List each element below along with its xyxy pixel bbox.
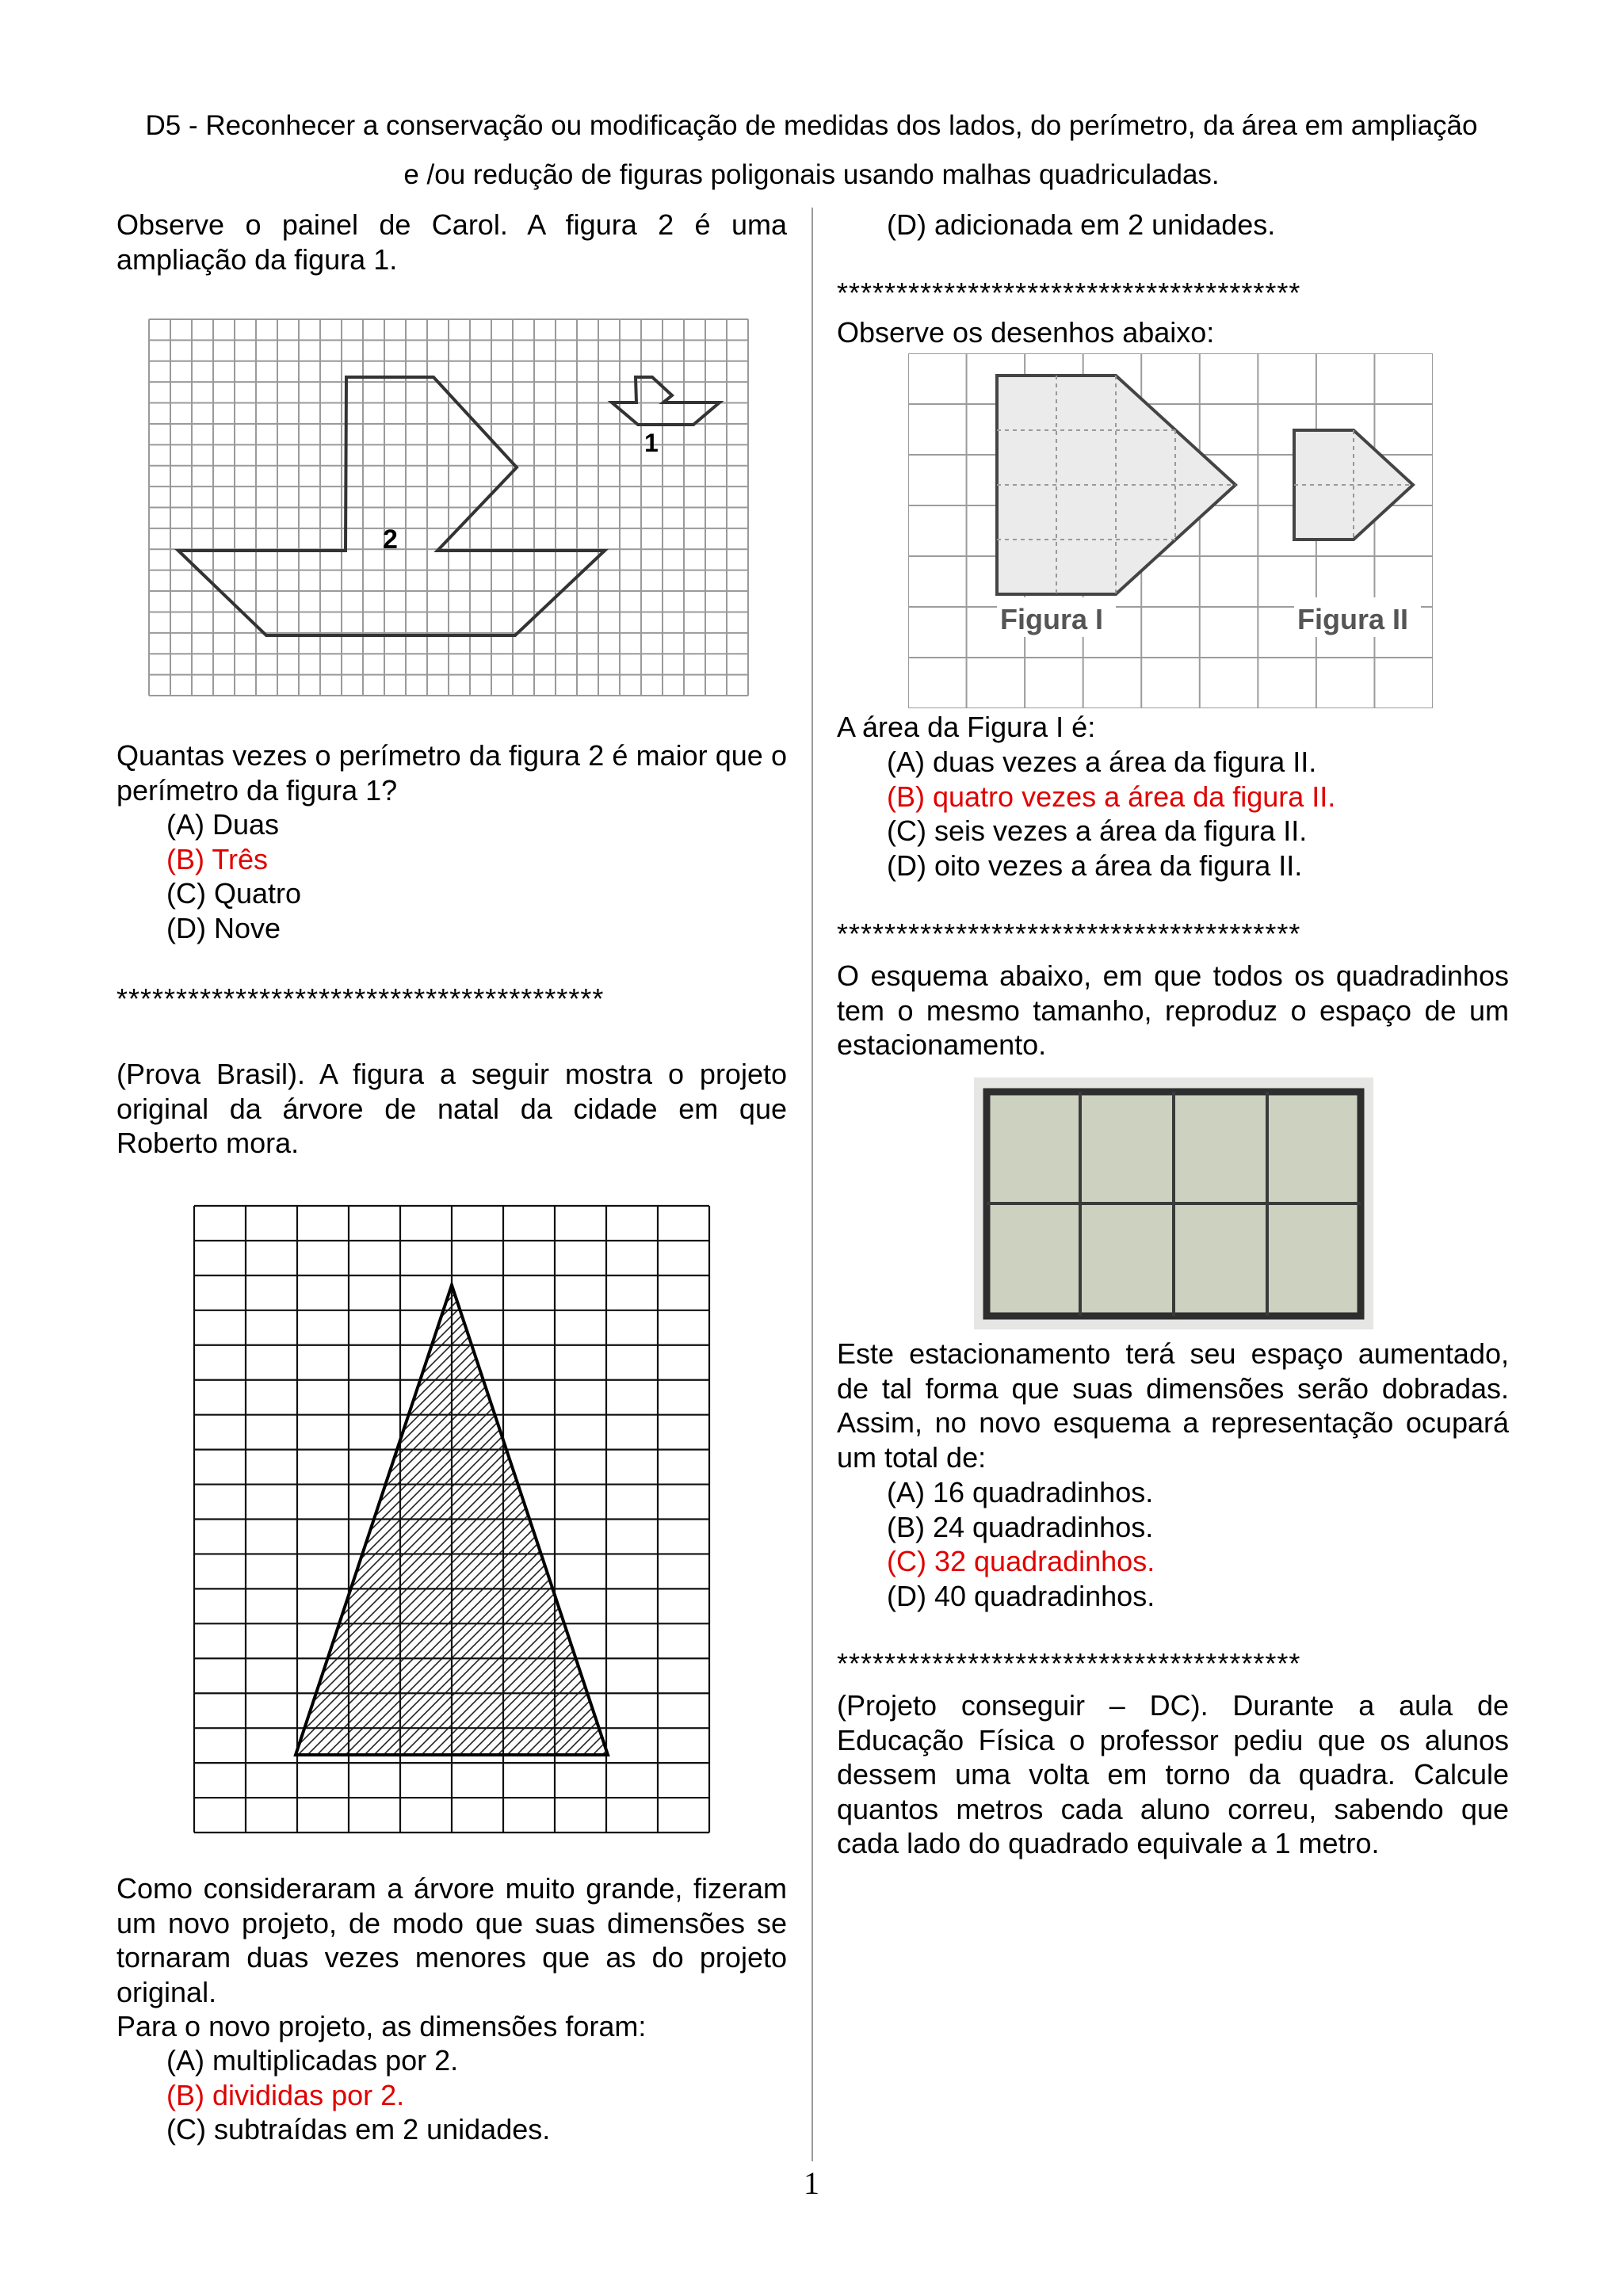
q3-option-b-answer: (B) quatro vezes a área da figura II. <box>887 780 1336 813</box>
q4-options <box>837 1475 1509 1613</box>
q2-followup-2: Para o novo projeto, as dimensões foram: <box>116 2010 647 2042</box>
q4-option-b: (B) 24 quadradinhos. <box>887 1510 1154 1543</box>
q2-text: (Prova Brasil). A figura a seguir mostra o projeto original da árvore de natal da cidade em que Roberto mora. <box>116 1058 787 1159</box>
q3-question: A área da Figura I é: <box>837 711 1096 743</box>
parking-figure <box>974 1077 1373 1329</box>
q2-options-left <box>116 2043 787 2147</box>
q3-option-a: (A) duas vezes a área da figura II. <box>887 746 1317 778</box>
q2-option-d: (D) adicionada em 2 unidades. <box>887 208 1276 241</box>
q2-option-a: (A) multiplicadas por 2. <box>166 2044 459 2077</box>
q1-question: Quantas vezes o perímetro da figura 2 é maior que o perímetro da figura 1? <box>116 739 787 807</box>
q3-text: Observe os desenhos abaixo: <box>837 316 1215 349</box>
figure-1-label: 1 <box>644 429 659 457</box>
q4-option-c-answer: (C) 32 quadradinhos. <box>887 1545 1155 1577</box>
separator-left: ***************************************** <box>116 982 605 1015</box>
boat-figure <box>147 317 752 700</box>
q3-option-c: (C) seis vezes a área da figura II. <box>887 814 1308 847</box>
q1-text: Observe o painel de Carol. A figura 2 é uma ampliação da figura 1. <box>116 208 787 276</box>
q4-question: Este estacionamento terá seu espaço aumentado, de tal forma que suas dimensões serão dobradas. Assim, no novo esquema a representação ocupará um total de: <box>837 1337 1509 1474</box>
q1-option-b-answer: (B) Três <box>166 842 269 875</box>
column-divider <box>812 208 813 2161</box>
separator-right-2: *************************************** <box>837 917 1301 950</box>
q4-text: O esquema abaixo, em que todos os quadradinhos tem o mesmo tamanho, reproduz o espaço de um estacionamento. <box>837 959 1509 1061</box>
boat-figure-1 <box>612 377 720 425</box>
q3-options <box>837 745 1509 883</box>
q5-text: (Projeto conseguir – DC). Durante a aula de Educação Física o professor pediu que os alunos dessem uma volta em torno da quadra. Calcule quantos metros cada aluno correu, sabendo que cada lado do quadrado equivale a 1 metro. <box>837 1689 1509 1859</box>
q1-option-d: (D) Nove <box>166 911 281 944</box>
boat-figure-2 <box>178 377 605 635</box>
q2-option-c: (C) subtraídas em 2 unidades. <box>166 2113 551 2145</box>
q1-options <box>116 807 787 945</box>
separator-right-1: *************************************** <box>837 277 1301 309</box>
figures-I-II <box>908 353 1433 708</box>
page-header <box>103 101 1520 200</box>
figure-II-label: Figura II <box>1297 603 1409 635</box>
tree-figure <box>193 1204 711 1834</box>
separator-right-3: *************************************** <box>837 1647 1301 1680</box>
header-line-1: D5 - Reconhecer a conservação ou modificação de medidas dos lados, do perímetro, da área em ampliação <box>145 110 1478 141</box>
q1-option-a: (A) Duas <box>166 808 280 841</box>
page-number: 1 <box>804 2165 819 2201</box>
q2-followup-1: Como consideraram a árvore muito grande, fizeram um novo projeto, de modo que suas dimensões se tornaram duas vezes menores que as do projeto original. <box>116 1872 787 2008</box>
header-line-2: e /ou redução de figuras poligonais usando malhas quadriculadas. <box>403 159 1220 190</box>
q4-option-a: (A) 16 quadradinhos. <box>887 1476 1154 1508</box>
figure-I-label: Figura I <box>1000 603 1104 635</box>
q4-option-d: (D) 40 quadradinhos. <box>887 1579 1155 1612</box>
q1-option-c: (C) Quatro <box>166 877 302 910</box>
q2-option-b-answer: (B) divididas por 2. <box>166 2078 405 2111</box>
q2-options-right <box>837 208 1509 242</box>
figure-2-label: 2 <box>383 524 398 555</box>
q3-option-d: (D) oito vezes a área da figura II. <box>887 849 1303 882</box>
